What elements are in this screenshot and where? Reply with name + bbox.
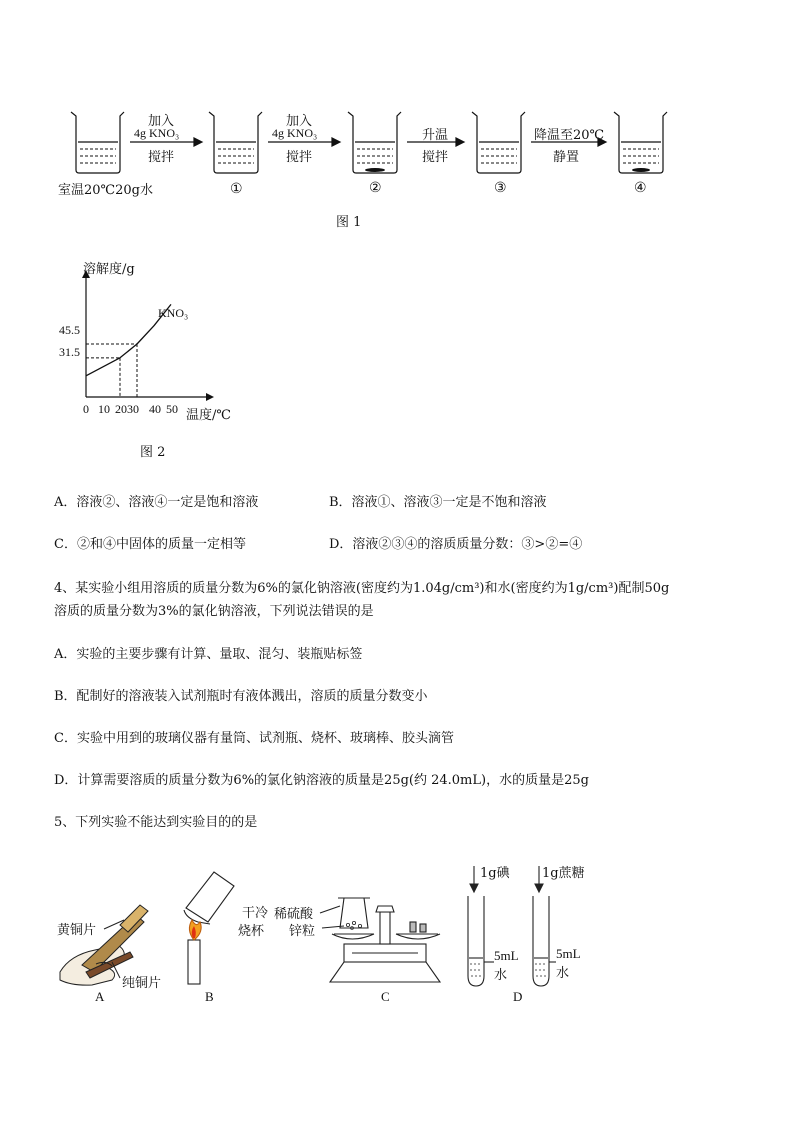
chart-xlabel: 温度/℃	[186, 408, 231, 423]
q4-option-a: A．实验的主要步骤有计算、量取、混匀、装瓶贴标签	[54, 647, 363, 662]
step1-line3: 搅拌	[148, 150, 175, 165]
q4-option-c: C．实验中用到的玻璃仪器有量筒、试剂瓶、烧杯、玻璃棒、胶头滴管	[54, 731, 454, 746]
step4-line1: 降温至20℃	[534, 128, 605, 143]
figB-drawing	[184, 872, 234, 984]
figA-top-label: 黄铜片	[57, 923, 97, 938]
figB-label2: 烧杯	[238, 924, 265, 939]
step1-line2: 4g KNO₃	[134, 126, 180, 140]
figC-label2: 锌粒	[289, 924, 316, 939]
x-tick-2030: 2030	[115, 402, 139, 416]
figB-label1: 干冷	[242, 906, 269, 921]
y-tick-31-5: 31.5	[59, 345, 80, 359]
chart-ylabel: 溶解度/g	[83, 262, 135, 277]
beaker-label-1: ①	[230, 181, 243, 197]
step1-line1: 加入	[148, 114, 175, 129]
figA-bottom-label: 纯铜片	[122, 976, 162, 991]
curve-label: KNO₃	[158, 306, 189, 320]
figD-left-vol: 5mL	[494, 948, 519, 963]
q4-stem-line2: 溶质的质量分数为3%的氯化钠溶液，下列说法错误的是	[54, 604, 374, 619]
beaker-label-4: ④	[634, 180, 647, 196]
q4-stem-line1: 4、某实验小组用溶质的质量分数为6%的氯化钠溶液(密度约为1.04g/cm³)和水(密度约为1g/cm³)配制50g	[54, 581, 670, 596]
step4-line3: 静置	[553, 150, 580, 165]
figC-letter: C	[381, 989, 390, 1004]
figC-drawing	[320, 898, 440, 982]
figD-letter: D	[513, 989, 523, 1004]
start-label: 室温20℃20g水	[58, 183, 153, 198]
figure-1-caption: 图 1	[336, 215, 362, 230]
q4-option-b: B．配制好的溶液装入试剂瓶时有液体溅出，溶质的质量分数变小	[54, 689, 428, 704]
figD-right-water: 水	[556, 966, 570, 981]
q5-stem: 5、下列实验不能达到实验目的的是	[54, 815, 258, 830]
step3-line3: 搅拌	[422, 150, 449, 165]
figD-right-vol: 5mL	[556, 946, 581, 961]
x-tick-0: 0	[83, 402, 89, 416]
x-tick-40: 40	[149, 402, 161, 416]
x-tick-50: 50	[166, 402, 178, 416]
figD-drawing	[468, 866, 556, 986]
figB-letter: B	[205, 989, 214, 1004]
figure-2-caption: 图 2	[140, 445, 166, 460]
q3-option-b: B．溶液①、溶液③一定是不饱和溶液	[329, 495, 547, 510]
figA-letter: A	[95, 989, 105, 1004]
y-tick-45-5: 45.5	[59, 323, 80, 337]
x-tick-10: 10	[98, 402, 110, 416]
figC-label1: 稀硫酸	[274, 907, 314, 922]
beaker-label-3: ③	[494, 180, 507, 196]
q3-option-d: D．溶液②③④的溶质质量分数：③>②=④	[329, 537, 583, 552]
step2-line3: 搅拌	[286, 150, 313, 165]
q3-option-a: A．溶液②、溶液④一定是饱和溶液	[54, 495, 259, 510]
beaker-label-2: ②	[369, 180, 382, 196]
step2-line2: 4g KNO₃	[272, 126, 318, 140]
q3-option-c: C．②和④中固体的质量一定相等	[54, 537, 246, 552]
step2-line1: 加入	[286, 114, 313, 129]
q4-option-d: D．计算需要溶质的质量分数为6%的氯化钠溶液的质量是25g(约 24.0mL)，水的质量是25g	[54, 773, 589, 788]
step3-line1: 升温	[422, 128, 449, 143]
figD-left-top: 1g碘	[480, 866, 510, 881]
figD-left-water: 水	[494, 968, 508, 983]
figD-right-top: 1g蔗糖	[542, 866, 585, 881]
